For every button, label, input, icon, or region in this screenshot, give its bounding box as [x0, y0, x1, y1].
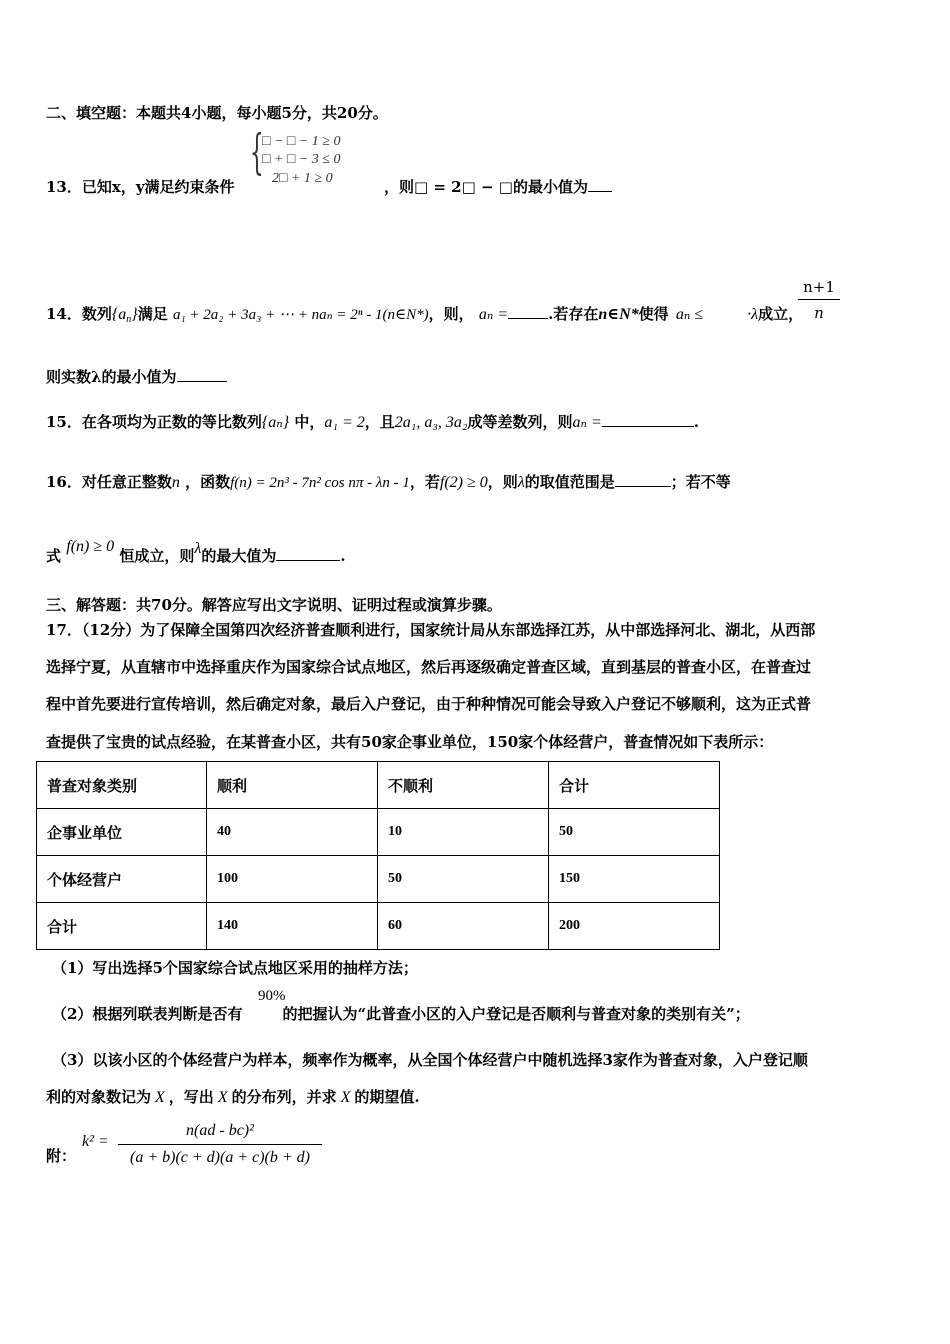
- q17-paragraph-2: 选择宁夏，从直辖市中选择重庆作为国家综合试点地区，然后再逐级确定普查区域，直到基层的普查小区，在普查过: [46, 658, 812, 676]
- k2-numerator: n(ad - bc)²: [186, 1122, 254, 1139]
- q16-lambda: λ: [517, 474, 525, 491]
- q17-sub1: （1）写出选择5个国家综合试点地区采用的抽样方法；: [52, 959, 418, 977]
- q14-then: ，则，: [428, 305, 474, 323]
- q17-sub3-b2: ，写出: [168, 1088, 214, 1106]
- table-header-cell: 顺利: [207, 762, 378, 809]
- q17-x-3: X: [340, 1089, 351, 1106]
- q17-paragraph-3: 程中首先要进行宣传培训，然后确定对象，最后入户登记，由于种种情况可能会导致入户登记不够顺利，这为正式普: [46, 695, 812, 713]
- table-cell: 个体经营户: [37, 856, 207, 903]
- q14-cond-text: 使得: [638, 305, 669, 323]
- q14-seq-close: }: [131, 306, 138, 323]
- q15-mid: 中，: [294, 413, 325, 431]
- q15-a1: a₁ = 2: [324, 414, 365, 431]
- answer-blank: [276, 546, 340, 561]
- k2-denominator: (a + b)(c + d)(a + c)(b + d): [129, 1149, 310, 1166]
- table-header-cell: 合计: [549, 762, 720, 809]
- q15-period: .: [693, 413, 700, 431]
- q14-seq-sub: n: [126, 314, 132, 325]
- q17-pct: 90%: [258, 988, 286, 1004]
- q15-an: aₙ =: [572, 414, 602, 431]
- q17-paragraph-1: 17．（12分）为了保障全国第四次经济普查顺利进行，国家统计局从东部选择江苏，从中部选择河北、湖北，从西部: [46, 621, 816, 639]
- q16-line1: [46, 471, 731, 492]
- q16-n: n: [171, 474, 180, 491]
- q17-sub3-line2: [46, 1086, 420, 1107]
- q14-end: 成立，: [758, 305, 804, 323]
- q17-sub2-a: （2）根据列联表判断是否有: [52, 1005, 243, 1023]
- q16-then: ，则: [487, 473, 518, 491]
- q14-formula: a₁ + 2a₂ + 3a₃ + ⋯ + naₙ = 2ⁿ - 1(n∈N*): [172, 307, 429, 323]
- table-cell: 10: [378, 809, 549, 856]
- answer-blank: [588, 177, 612, 192]
- constraint-2: □ + □ − 3 ≤ 0: [262, 152, 341, 167]
- table-row: [37, 809, 720, 856]
- table-cell: 合计: [37, 903, 207, 950]
- q14-cond: n∈N*: [598, 306, 639, 323]
- q14-an: aₙ =: [478, 306, 509, 323]
- answer-blank: [177, 367, 227, 382]
- fraction-bar: [118, 1144, 322, 1145]
- table-header-cell: 不顺利: [378, 762, 549, 809]
- q14-after-blank: .若存在: [548, 305, 599, 323]
- k2-label: k² =: [82, 1133, 109, 1150]
- q15-tail: 成等差数列，则: [467, 413, 573, 431]
- table-cell: 企事业单位: [37, 809, 207, 856]
- q16-lambda-2: λ: [194, 540, 202, 557]
- q16-line2-a: 式: [46, 547, 62, 565]
- q14-line2-text: 则实数λ的最小值为: [46, 368, 177, 386]
- table-cell: 50: [549, 809, 720, 856]
- q17-paragraph-4: 查提供了宝贵的试点经验，在某普查小区，共有50家企事业单位，150家个体经营户，普查情况如下表所示：: [46, 733, 774, 751]
- constraint-3: 2□ + 1 ≥ 0: [272, 171, 333, 186]
- q17-x-1: X: [155, 1089, 165, 1106]
- section3-heading: 三、解答题：共70分。解答应写出文字说明、证明过程或演算步骤。: [46, 596, 502, 614]
- q17-sub3-b1: 利的对象数记为: [46, 1088, 152, 1106]
- q15-seq: {aₙ}: [261, 414, 290, 431]
- table-cell: 50: [378, 856, 549, 903]
- q13-prefix: 13．已知x，y满足约束条件: [46, 178, 235, 196]
- q14-frac-den: n: [814, 304, 824, 322]
- answer-blank: [602, 412, 694, 427]
- survey-table: [36, 761, 720, 950]
- table-header-cell: 普查对象类别: [37, 762, 207, 809]
- table-cell: 100: [207, 856, 378, 903]
- q16-line2-b: 恒成立，则: [119, 547, 195, 565]
- q14-ineq-left: aₙ ≤: [675, 306, 704, 323]
- q15-prefix: 15．在各项均为正数的等比数列: [46, 413, 262, 431]
- q15-terms: 2a₁, a₃, 3a₂: [394, 414, 468, 431]
- q14-mid: 满足: [137, 305, 168, 323]
- table-cell: 150: [549, 856, 720, 903]
- table-cell: 60: [378, 903, 549, 950]
- table-row: [37, 903, 720, 950]
- table-cell: 40: [207, 809, 378, 856]
- q16-mid: ，函数: [185, 473, 231, 491]
- q14-frac-num: n+1: [803, 278, 835, 296]
- q16-semicolon: ；若不等: [670, 473, 731, 491]
- brace-icon: {: [250, 124, 264, 180]
- constraint-1: □ − □ − 1 ≥ 0: [262, 134, 341, 149]
- q14-lambda: ·λ: [747, 306, 759, 323]
- table-header-row: [37, 762, 720, 809]
- fraction-bar: [798, 299, 840, 300]
- q17-sub3-b4: 的期望值.: [354, 1088, 420, 1106]
- q15-then: ，且: [364, 413, 395, 431]
- q17-sub2-b: 的把握认为“此普查小区的入户登记是否顺利与普查对象的类别有关”；: [282, 1005, 750, 1023]
- q14-line2: [46, 366, 227, 387]
- q14-seq-open: {a: [111, 306, 127, 323]
- q17-sub3-line1: （3）以该小区的个体经营户为样本，频率作为概率，从全国个体经营户中随机选择3家作为普查对象，入户登记顺: [52, 1051, 808, 1069]
- table-cell: 200: [549, 903, 720, 950]
- q14-prefix: 14．数列: [46, 305, 112, 323]
- answer-blank: [508, 304, 548, 319]
- appendix-label: 附：: [46, 1147, 77, 1165]
- q13-question: [384, 176, 612, 197]
- q14-line1: [46, 303, 803, 325]
- table-cell: 140: [207, 903, 378, 950]
- q14-seq: [112, 306, 138, 323]
- q16-if: ，若: [409, 473, 440, 491]
- q16-ineq: f(n) ≥ 0: [66, 538, 115, 555]
- q17-x-2: X: [217, 1089, 228, 1106]
- table-row: [37, 856, 720, 903]
- q16-prefix: 16．对任意正整数: [46, 473, 172, 491]
- q17-sub3-b3: 的分布列，并求: [231, 1088, 337, 1106]
- q16-cond: f(2) ≥ 0: [439, 474, 488, 491]
- q15-line: [46, 411, 699, 432]
- section2-heading: 二、填空题：本题共4小题，每小题5分，共20分。: [46, 104, 388, 122]
- q16-period: .: [340, 547, 346, 565]
- q16-range: 的取值范围是: [524, 473, 615, 491]
- q16-func: f(n) = 2n³ - 7n² cos nπ - λn - 1: [230, 475, 410, 491]
- answer-blank: [615, 472, 671, 487]
- q17-sub2: [52, 1003, 750, 1024]
- q16-line2-c: 的最大值为: [201, 547, 277, 565]
- q16-line2: [46, 538, 346, 566]
- q13-suffix: ，则□ = 2□ − □的最小值为: [384, 178, 588, 196]
